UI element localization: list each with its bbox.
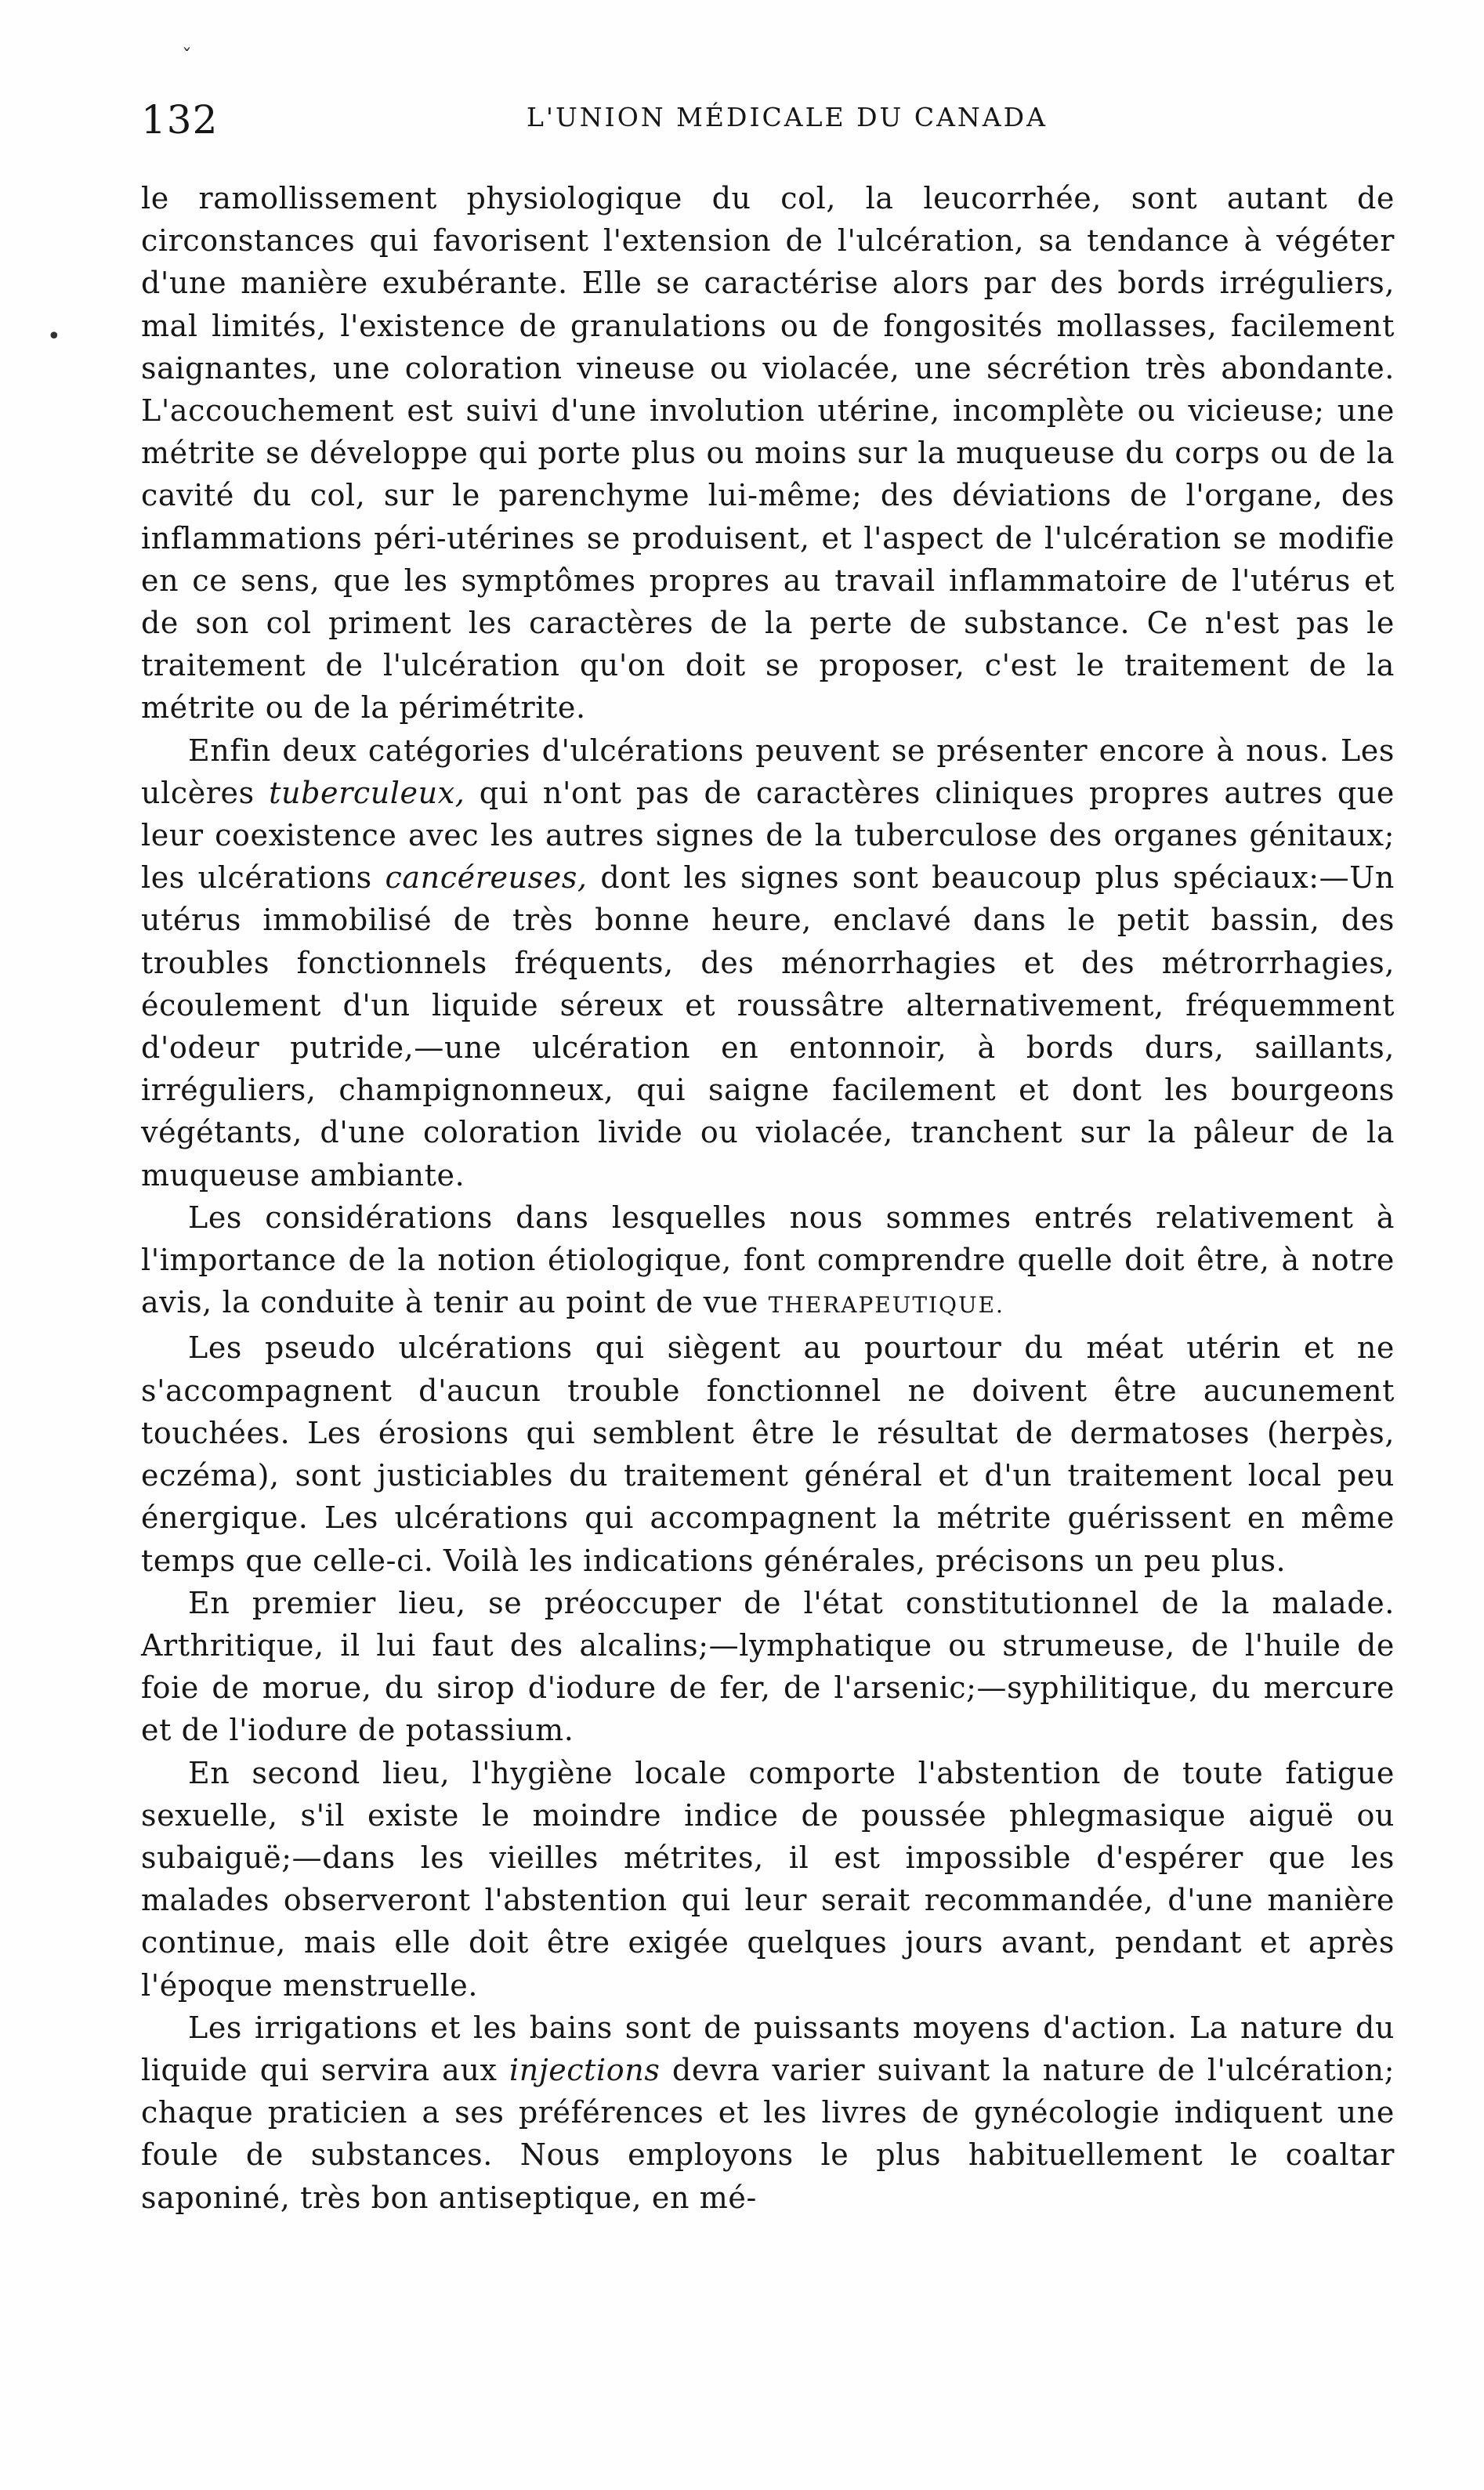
text-run: devra varier suivant la nature de l'ulcération; chaque praticien a ses préférences et les livres de gynécologie indiquent une foule de substances. Nous employons le plus habituellement le coaltar saponiné, très bon antiseptique, en mé-	[141, 2052, 1395, 2215]
small-caps-text: THERAPEUTIQUE.	[768, 1292, 1004, 1319]
italic-text: injections	[509, 2052, 661, 2087]
paragraph	[141, 729, 1395, 1196]
text-run: En second lieu, l'hygiène locale comporte l'abstention de toute fatigue sexuelle, s'il existe le moindre indice de poussée phlegmasique aiguë ou subaiguë;—dans les vieilles métrites, il est impossible d'espérer que les malades observeront l'abstention qui leur serait recommandée, d'une manière continue, mais elle doit être exigée quelques jours avant, pendant et après l'époque menstruelle.	[141, 1755, 1395, 2003]
paragraph	[141, 1196, 1395, 1327]
paragraph	[141, 1752, 1395, 2007]
paragraph	[141, 177, 1395, 729]
print-speck: ˇ	[182, 45, 192, 69]
paragraph	[141, 1326, 1395, 1581]
page-number: 132	[141, 97, 219, 143]
paragraph	[141, 2007, 1395, 2219]
text-run: le ramollissement physiologique du col, la leucorrhée, sont autant de circonstances qui favorisent l'extension de l'ulcération, sa tendance à végéter d'une manière exubérante. Elle se caractérise alors par des bords irréguliers, mal limités, l'existence de granulations ou de fongosités mollasses, facilement saignantes, une coloration vineuse ou violacée, une sécrétion très abondante. L'accouchement est suivi d'une involution utérine, incomplète ou vicieuse; une métrite se développe qui porte plus ou moins sur la muqueuse du corps ou de la cavité du col, sur le parenchyme lui-même; des déviations de l'organe, des inflammations péri-utérines se produisent, et l'aspect de l'ulcération se modifie en ce sens, que les symptômes propres au travail inflammatoire de l'utérus et de son col priment les caractères de la perte de substance. Ce n'est pas le traitement de l'ulcération qu'on doit se proposer, c'est le traitement de la métrite ou de la périmétrite.	[141, 181, 1395, 726]
running-title: L'UNION MÉDICALE DU CANADA	[527, 102, 1048, 132]
paragraph	[141, 1582, 1395, 1752]
print-speck: •	[47, 323, 61, 350]
text-run: Enfin deux catégories d'ulcérations peuvent se présenter encore à nous. Les ulcères	[141, 733, 1395, 810]
text-run: Les considérations dans lesquelles nous sommes entrés relativement à l'importance de la notion étiologique, font comprendre quelle doit être, à notre avis, la conduite à tenir au point de vue	[141, 1200, 1395, 1320]
text-run: dont les signes sont beaucoup plus spéciaux:—Un utérus immobilisé de très bonne heure, enclavé dans le petit bassin, des troubles fonctionnels fréquents, des ménorrhagies et des métrorrhagies, écoulement d'un liquide séreux et roussâtre alternativement, fréquemment d'odeur putride,—une ulcération en entonnoir, à bords durs, saillants, irréguliers, champignonneux, qui saigne facilement et dont les bourgeons végétants, d'une coloration livide ou violacée, tranchent sur la pâleur de la muqueuse ambiante.	[141, 860, 1395, 1193]
page-header	[141, 88, 1395, 150]
text-run: En premier lieu, se préoccuper de l'état constitutionnel de la malade. Arthritique, il lui faut des alcalins;—lymphatique ou strumeuse, de l'huile de foie de morue, du sirop d'iodure de fer, de l'arsenic;—syphilitique, du mercure et de l'iodure de potassium.	[141, 1585, 1395, 1748]
italic-text: tuberculeux,	[269, 775, 465, 810]
body-text	[141, 177, 1395, 2219]
text-run: Les irrigations et les bains sont de puissants moyens d'action. La nature du liquide qui servira aux	[141, 2010, 1395, 2087]
text-run: Les pseudo ulcérations qui siègent au pourtour du méat utérin et ne s'accompagnent d'aucun trouble fonctionnel ne doivent être aucunement touchées. Les érosions qui semblent être le résultat de dermatoses (herpès, eczéma), sont justiciables du traitement général et d'un traitement local peu énergique. Les ulcérations qui accompagnent la métrite guérissent en même temps que celle-ci. Voilà les indications générales, précisons un peu plus.	[141, 1330, 1395, 1578]
italic-text: cancéreuses,	[385, 860, 588, 896]
text-run: qui n'ont pas de caractères cliniques propres autres que leur coexistence avec les autres signes de la tuberculose des organes génitaux; les ulcérations	[141, 775, 1395, 896]
